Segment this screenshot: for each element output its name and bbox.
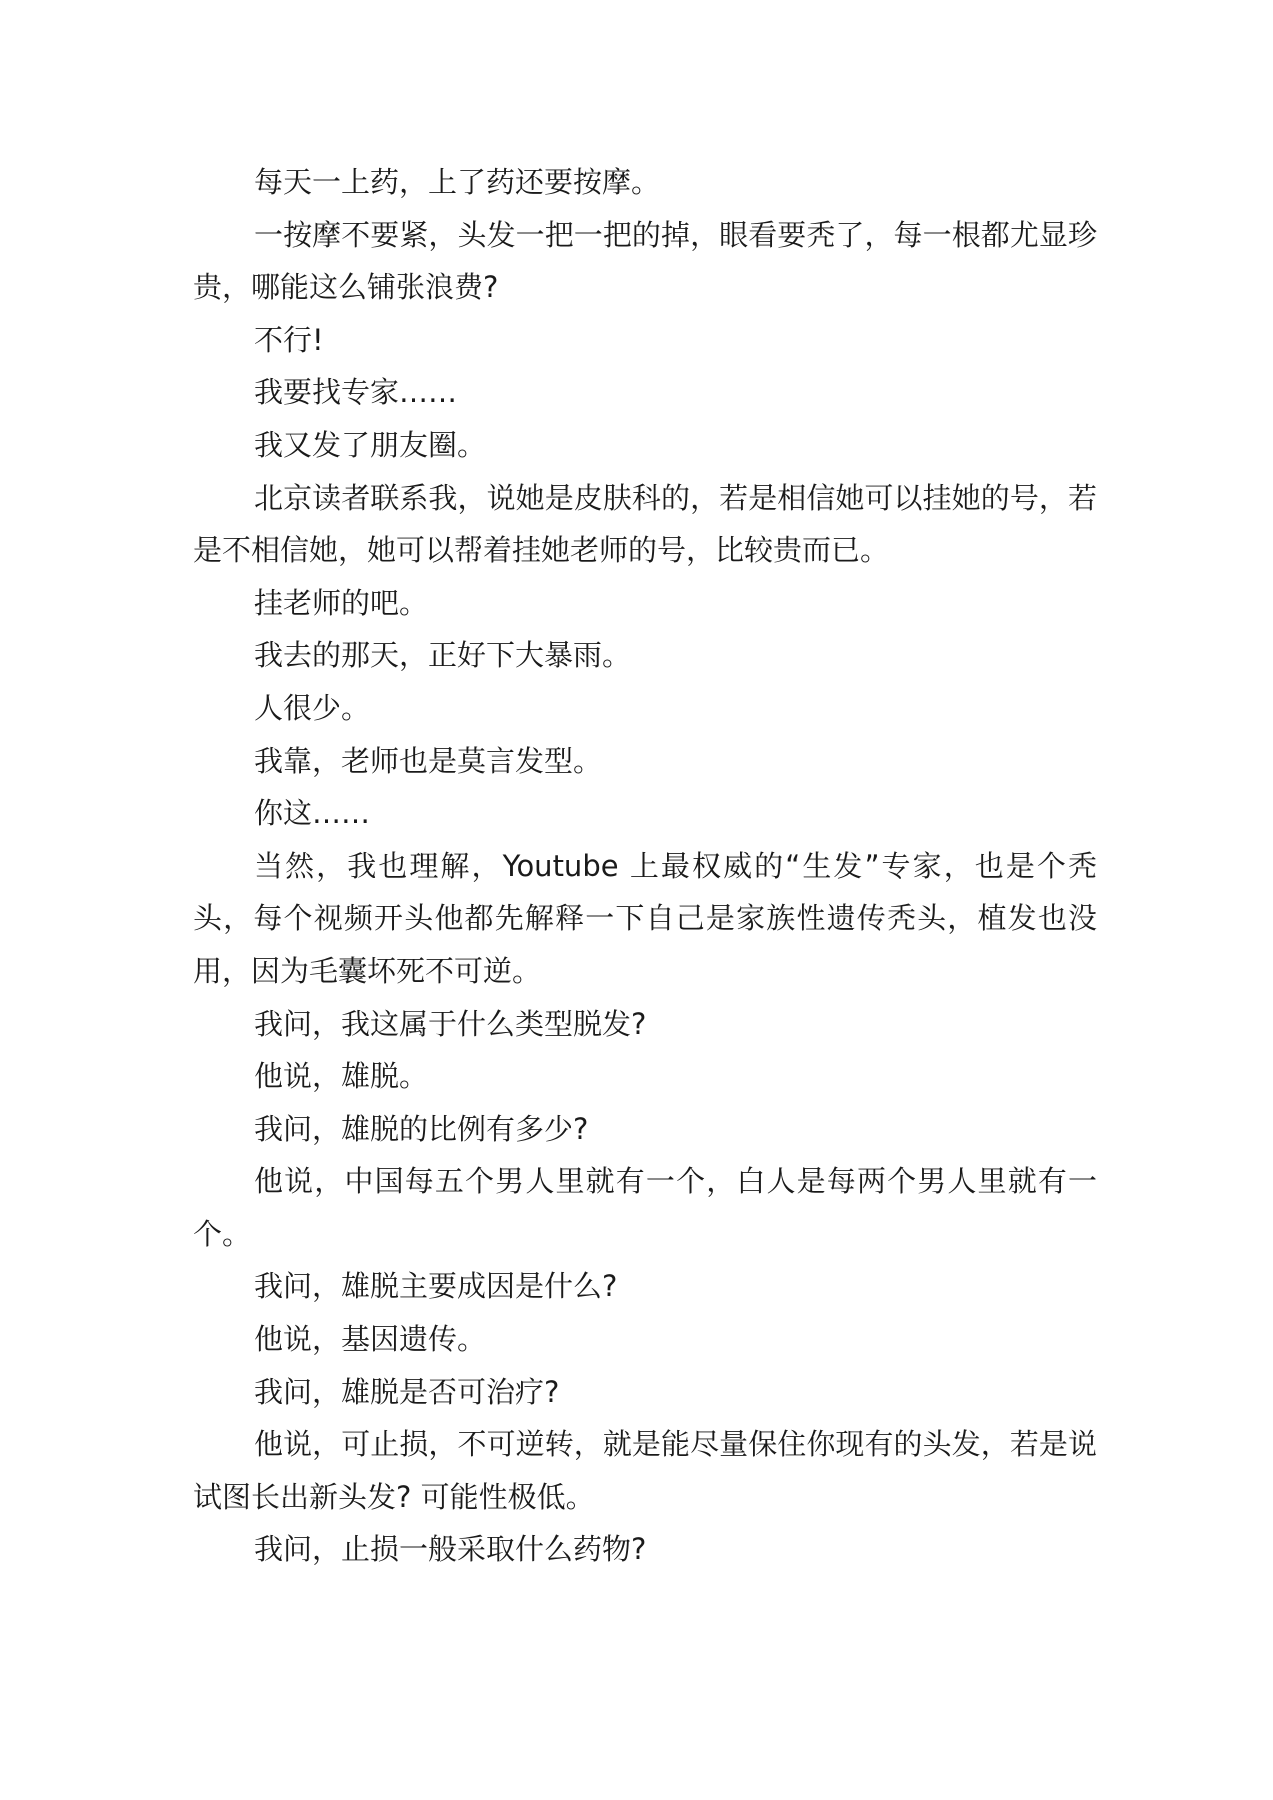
paragraph: 我问，雄脱的比例有多少? [254, 1111, 589, 1146]
paragraph: 他说，可止损，不可逆转，就是能尽量保住你现有的头发，若是说试图长出新头发? 可能性极低。 [193, 1427, 1097, 1514]
paragraph: 我又发了朋友圈。 [254, 427, 487, 462]
document-body [193, 156, 1097, 1576]
paragraph: 我问，雄脱主要成因是什么? [254, 1269, 618, 1304]
paragraph: 他说，雄脱。 [254, 1059, 429, 1094]
paragraph: 我靠，老师也是莫言发型。 [254, 743, 603, 778]
paragraph: 我要找专家…… [254, 375, 458, 410]
paragraph: 当然，我也理解，Youtube 上最权威的“生发”专家，也是个秃头，每个视频开头他都先解释一下自己是家族性遗传秃头，植发也没用，因为毛囊坏死不可逆。 [193, 848, 1097, 988]
paragraph: 他说，基因遗传。 [254, 1322, 487, 1357]
paragraph: 北京读者联系我，说她是皮肤科的，若是相信她可以挂她的号，若是不相信她，她可以帮着挂她老师的号，比较贵而已。 [193, 480, 1097, 568]
paragraph: 每天一上药，上了药还要按摩。 [254, 165, 661, 199]
paragraph: 他说，中国每五个男人里就有一个，白人是每两个男人里就有一个。 [193, 1164, 1097, 1251]
paragraph: 挂老师的吧。 [254, 585, 429, 620]
paragraph: 我问，我这属于什么类型脱发? [254, 1006, 647, 1041]
paragraph: 我问，雄脱是否可治疗? [254, 1374, 560, 1409]
paragraph: 我去的那天，正好下大暴雨。 [254, 638, 632, 673]
paragraph: 不行! [254, 322, 324, 357]
paragraph: 你这…… [254, 796, 371, 831]
paragraph: 我问，止损一般采取什么药物? [254, 1532, 647, 1567]
paragraph: 人很少。 [254, 690, 371, 725]
paragraph: 一按摩不要紧，头发一把一把的掉，眼看要秃了，每一根都尤显珍贵，哪能这么铺张浪费? [193, 217, 1097, 305]
